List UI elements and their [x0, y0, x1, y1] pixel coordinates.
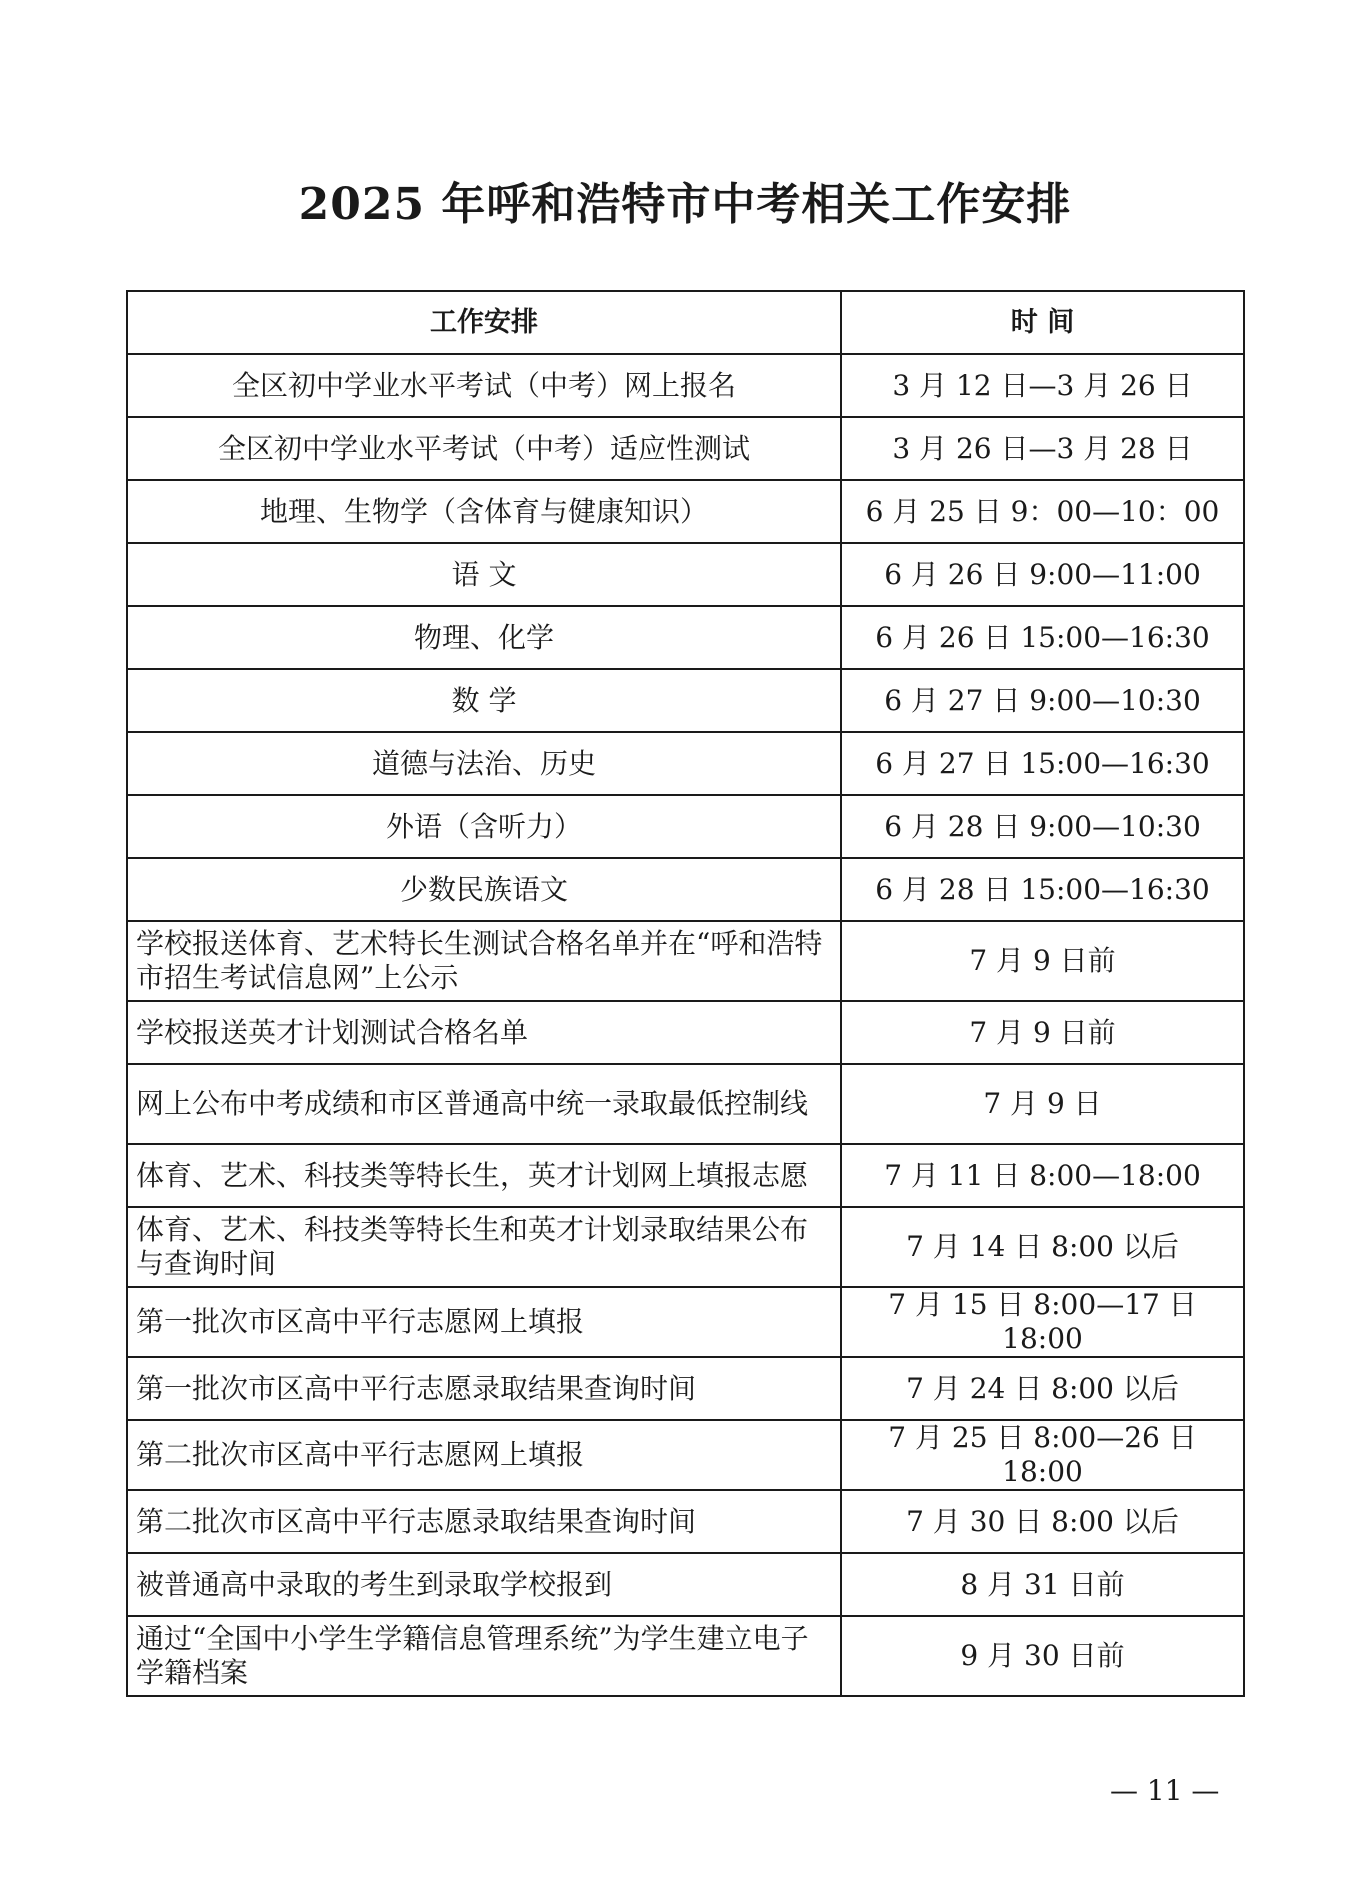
- time-cell: 7 月 9 日前: [841, 1001, 1244, 1064]
- table-row: [127, 1420, 1244, 1490]
- table-row: [127, 1064, 1244, 1144]
- task-cell: 体育、艺术、科技类等特长生，英才计划网上填报志愿: [127, 1144, 841, 1207]
- time-cell: 6 月 28 日 9:00—10:30: [841, 795, 1244, 858]
- task-cell: 体育、艺术、科技类等特长生和英才计划录取结果公布与查询时间: [127, 1207, 841, 1287]
- table-row: [127, 858, 1244, 921]
- task-cell: 语 文: [127, 543, 841, 606]
- time-cell: 7 月 9 日前: [841, 921, 1244, 1001]
- task-cell: 道德与法治、历史: [127, 732, 841, 795]
- task-cell: 第一批次市区高中平行志愿网上填报: [127, 1287, 841, 1357]
- table-row: [127, 795, 1244, 858]
- table-row: [127, 417, 1244, 480]
- task-cell: 少数民族语文: [127, 858, 841, 921]
- task-cell: 学校报送英才计划测试合格名单: [127, 1001, 841, 1064]
- table-row: [127, 1616, 1244, 1696]
- time-cell: 6 月 28 日 15:00—16:30: [841, 858, 1244, 921]
- table-row: [127, 543, 1244, 606]
- time-cell: 6 月 25 日 9：00—10：00: [841, 480, 1244, 543]
- task-cell: 物理、化学: [127, 606, 841, 669]
- schedule-table: [126, 290, 1245, 1697]
- task-cell: 通过“全国中小学生学籍信息管理系统”为学生建立电子学籍档案: [127, 1616, 841, 1696]
- header-task: 工作安排: [127, 291, 841, 354]
- table-header-row: [127, 291, 1244, 354]
- task-cell: 网上公布中考成绩和市区普通高中统一录取最低控制线: [127, 1064, 841, 1144]
- time-cell: 6 月 26 日 9:00—11:00: [841, 543, 1244, 606]
- task-cell: 第一批次市区高中平行志愿录取结果查询时间: [127, 1357, 841, 1420]
- time-cell: 7 月 11 日 8:00—18:00: [841, 1144, 1244, 1207]
- task-cell: 第二批次市区高中平行志愿录取结果查询时间: [127, 1490, 841, 1553]
- header-time: 时 间: [841, 291, 1244, 354]
- task-cell: 全区初中学业水平考试（中考）网上报名: [127, 354, 841, 417]
- table-row: [127, 1144, 1244, 1207]
- table-row: [127, 1357, 1244, 1420]
- task-cell: 全区初中学业水平考试（中考）适应性测试: [127, 417, 841, 480]
- time-cell: 7 月 9 日: [841, 1064, 1244, 1144]
- time-cell: 7 月 30 日 8:00 以后: [841, 1490, 1244, 1553]
- task-cell: 地理、生物学（含体育与健康知识）: [127, 480, 841, 543]
- table-row: [127, 354, 1244, 417]
- table-row: [127, 1287, 1244, 1357]
- table-row: [127, 606, 1244, 669]
- page-number: — 11 —: [1110, 1774, 1220, 1807]
- time-cell: 9 月 30 日前: [841, 1616, 1244, 1696]
- task-cell: 数 学: [127, 669, 841, 732]
- time-cell: 8 月 31 日前: [841, 1553, 1244, 1616]
- task-cell: 第二批次市区高中平行志愿网上填报: [127, 1420, 841, 1490]
- table-row: [127, 669, 1244, 732]
- time-cell: 7 月 25 日 8:00—26 日 18:00: [841, 1420, 1244, 1490]
- document-title: 2025 年呼和浩特市中考相关工作安排: [298, 179, 1072, 230]
- table-row: [127, 1001, 1244, 1064]
- table-row: [127, 921, 1244, 1001]
- table-row: [127, 480, 1244, 543]
- time-cell: 7 月 14 日 8:00 以后: [841, 1207, 1244, 1287]
- time-cell: 7 月 15 日 8:00—17 日 18:00: [841, 1287, 1244, 1357]
- time-cell: 3 月 12 日—3 月 26 日: [841, 354, 1244, 417]
- task-cell: 被普通高中录取的考生到录取学校报到: [127, 1553, 841, 1616]
- task-cell: 学校报送体育、艺术特长生测试合格名单并在“呼和浩特市招生考试信息网”上公示: [127, 921, 841, 1001]
- time-cell: 7 月 24 日 8:00 以后: [841, 1357, 1244, 1420]
- time-cell: 3 月 26 日—3 月 28 日: [841, 417, 1244, 480]
- table-row: [127, 1490, 1244, 1553]
- time-cell: 6 月 26 日 15:00—16:30: [841, 606, 1244, 669]
- time-cell: 6 月 27 日 9:00—10:30: [841, 669, 1244, 732]
- table-row: [127, 732, 1244, 795]
- table-row: [127, 1207, 1244, 1287]
- task-cell: 外语（含听力）: [127, 795, 841, 858]
- table-row: [127, 1553, 1244, 1616]
- time-cell: 6 月 27 日 15:00—16:30: [841, 732, 1244, 795]
